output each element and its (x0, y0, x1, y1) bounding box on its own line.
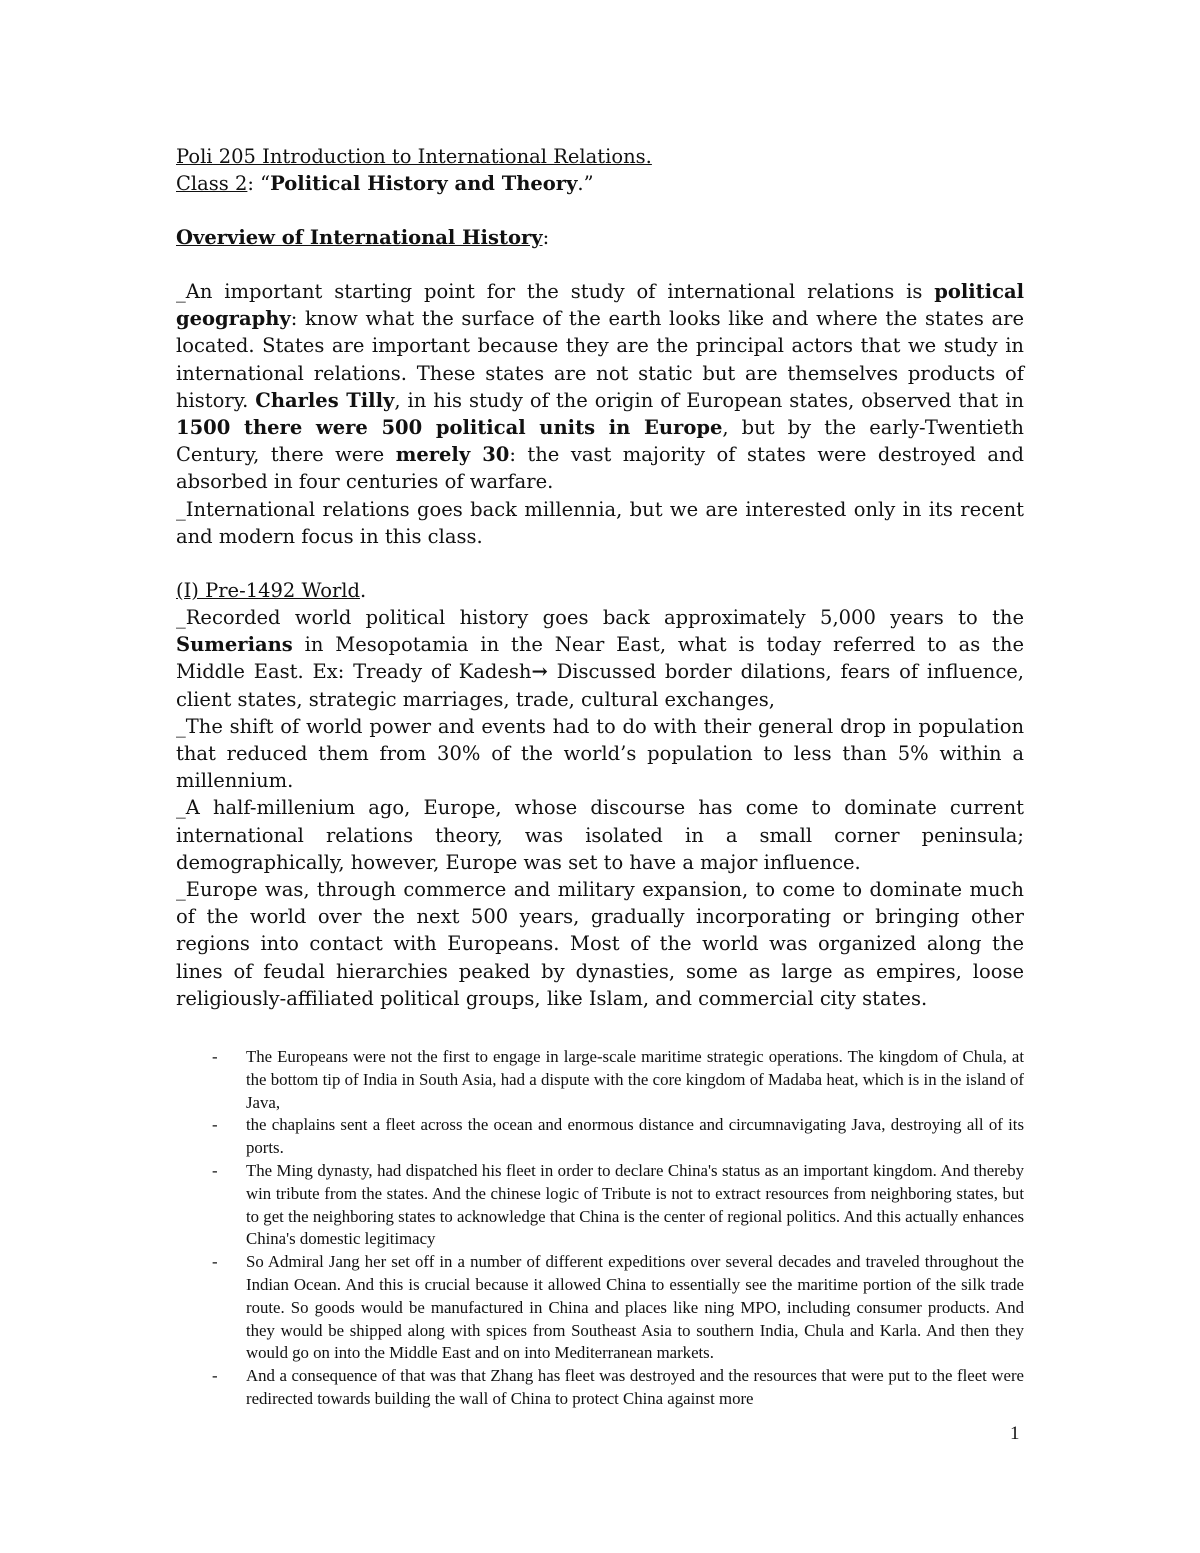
class-topic: Political History and Theory (270, 172, 578, 195)
overview-paragraph-1: _An important starting point for the study of international relations is political geography: know what the surface of the earth looks like and where the states are located. States are important because they are the principal actors that we study in international relations. These states are not static but are themselves products of history. Charles Tilly, in his study of the origin of European states, observed that in 1500 there were 500 political units in Europe, but by the early-Twentieth Century, there were merely 30: the vast majority of states were destroyed and absorbed in four centuries of warfare. (176, 280, 1024, 494)
bullet-list (176, 1046, 1024, 1411)
pre1492-paragraph-2: _The shift of world power and events had to do with their general drop in population that reduced them from 30% of the world’s population to less than 5% within a millennium. (176, 714, 1024, 793)
overview-paragraph-2: _International relations goes back millennia, but we are interested only in its recent and modern focus in this class. (176, 497, 1024, 548)
class-title: Class 2: “Political History and Theory.” (176, 172, 594, 195)
pre1492-paragraph-1: _Recorded world political history goes back approximately 5,000 years to the Sumerians in Mesopotamia in the Near East, what is today referred to as the Middle East. Ex: Tready of Kadesh→ Discussed border dilations, fears of influence, client states, strategic marriages, trade, cultural exchanges, (176, 606, 1025, 711)
page-number: 1 (1010, 1423, 1020, 1444)
list-item: - So Admiral Jang her set off in a number of different expeditions over several decades and traveled throughout the Indian Ocean. And this is crucial because it allowed China to essentially see the maritime portion of the silk trade route. So goods would be manufactured in China and places like ning MPO, including consumer products. And they would be shipped along with spices from Southeast Asia to southern India, Chula and Karla. And then they would go on into the Middle East and on into Mediterranean markets. (212, 1252, 1024, 1363)
list-item: - The Europeans were not the first to engage in large-scale maritime strategic operations. The kingdom of Chula, at the bottom tip of India in South Asia, had a dispute with the core kingdom of Madaba heat, which is in the island of Java, (212, 1047, 1024, 1112)
pre1492-paragraph-3: _A half-millenium ago, Europe, whose discourse has come to dominate current international relations theory, was isolated in a small corner peninsula; demographically, however, Europe was set to have a major influence. (176, 796, 1024, 874)
spacer (176, 197, 1024, 224)
course-title: Poli 205 Introduction to International Relations. (176, 145, 652, 168)
pre1492-paragraph-4: _Europe was, through commerce and military expansion, to come to dominate much of the world over the next 500 years, gradually incorporating or bringing other regions into contact with Europeans. Most of the world was organized along the lines of feudal hierarchies peaked by dynasties, some as large as empires, loose religiously-affiliated political groups, like Islam, and commercial city states. (176, 878, 1024, 1010)
class-label: Class 2 (176, 172, 248, 195)
spacer (176, 550, 1024, 577)
right-arrow-icon: → (531, 660, 548, 684)
spacer (176, 251, 1024, 278)
document-page (176, 143, 1024, 1411)
section-heading-overview: Overview of International History: (176, 226, 550, 249)
list-item: - the chaplains sent a fleet across the ocean and enormous distance and circumnavigating Java, destroying all of its ports. (212, 1115, 1024, 1158)
section-heading-pre-1492: (I) Pre-1492 World. (176, 579, 367, 603)
list-item: - And a consequence of that was that Zhang has fleet was destroyed and the resources that were put to the fleet were redirected towards building the wall of China to protect China against more (212, 1366, 1024, 1409)
list-item: - The Ming dynasty, had dispatched his fleet in order to declare China's status as an important kingdom. And thereby win tribute from the states. And the chinese logic of Tribute is not to extract resources from neighboring states, but to get the neighboring states to acknowledge that China is the center of regional politics. And this actually enhances China's domestic legitimacy (212, 1161, 1024, 1249)
